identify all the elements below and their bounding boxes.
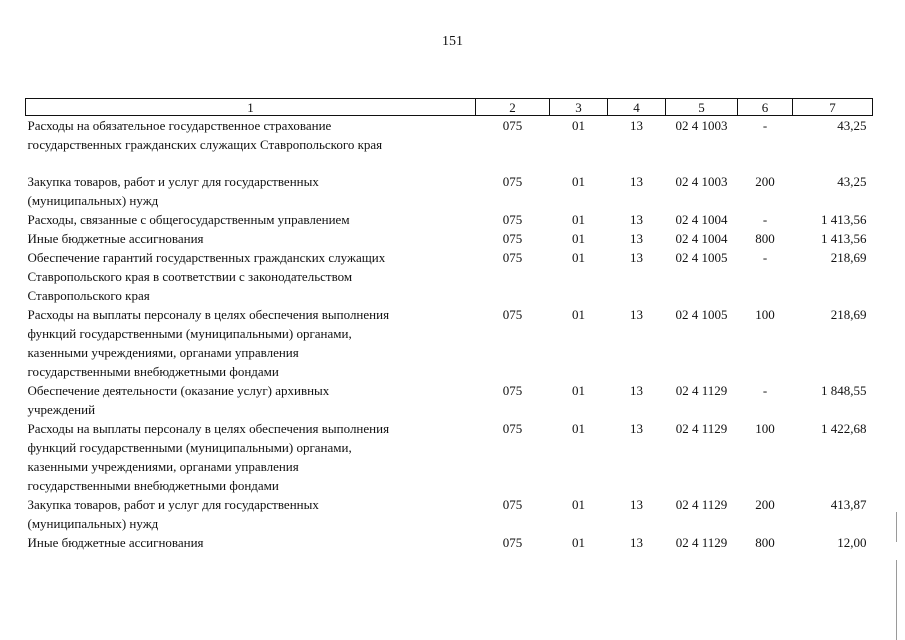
table-body — [26, 116, 873, 553]
target-article-code: 02 4 1129 — [675, 383, 728, 398]
amount-value: 1 413,56 — [821, 231, 867, 246]
row-description — [26, 495, 476, 533]
header-col-5: 5 — [666, 99, 738, 116]
row-description — [26, 172, 476, 210]
row-description — [26, 305, 476, 381]
subsection-code: 13 — [630, 383, 643, 398]
table-row — [26, 381, 873, 419]
section-code: 01 — [572, 535, 585, 550]
spacer-cell — [26, 154, 873, 172]
description-line: Расходы на обязательное государственное страхование — [27, 118, 332, 133]
description-line: Ставропольского края в соответствии с законодательством — [27, 269, 353, 284]
amount-value: 43,25 — [837, 174, 867, 189]
description-line: учреждений — [27, 402, 96, 417]
ministry-code: 075 — [502, 383, 523, 398]
target-article-code: 02 4 1003 — [675, 118, 728, 133]
table-row — [26, 210, 873, 229]
description-line: Обеспечение деятельности (оказание услуг) архивных — [27, 383, 330, 398]
expense-type-code: 200 — [755, 174, 775, 189]
description-line: Расходы на выплаты персоналу в целях обеспечения выполнения — [27, 421, 390, 436]
section-code: 01 — [572, 231, 585, 246]
description-line: государственных гражданских служащих Ставропольского края — [27, 137, 383, 152]
target-article-code: 02 4 1129 — [675, 535, 728, 550]
table-row — [26, 533, 873, 552]
ministry-code: 075 — [502, 231, 523, 246]
description-line: государственными внебюджетными фондами — [27, 478, 279, 493]
budget-table-container — [25, 98, 872, 552]
target-article-code: 02 4 1004 — [675, 212, 728, 227]
expense-type-code: 100 — [755, 307, 775, 322]
header-col-1: 1 — [26, 99, 476, 116]
description-line: (муниципальных) нужд — [27, 193, 159, 208]
section-code: 01 — [572, 174, 585, 189]
expense-type-code: 200 — [755, 497, 775, 512]
row-description — [26, 116, 476, 155]
amount-value: 413,87 — [830, 497, 867, 512]
ministry-code: 075 — [502, 174, 523, 189]
subsection-code: 13 — [630, 497, 643, 512]
ministry-code: 075 — [502, 212, 523, 227]
section-code: 01 — [572, 383, 585, 398]
subsection-code: 13 — [630, 212, 643, 227]
table-row — [26, 229, 873, 248]
ministry-code: 075 — [502, 307, 523, 322]
description-line: Расходы на выплаты персоналу в целях обеспечения выполнения — [27, 307, 390, 322]
page-number: 151 — [442, 34, 463, 49]
header-col-6: 6 — [738, 99, 793, 116]
description-line: Ставропольского края — [27, 288, 150, 303]
scan-margin-line — [896, 512, 897, 542]
description-line: Закупка товаров, работ и услуг для государственных — [27, 174, 319, 189]
expense-type-code: 800 — [755, 231, 775, 246]
subsection-code: 13 — [630, 250, 643, 265]
section-code: 01 — [572, 212, 585, 227]
header-col-4: 4 — [608, 99, 666, 116]
spacer-row — [26, 154, 873, 172]
description-line: государственными внебюджетными фондами — [27, 364, 279, 379]
row-description — [26, 210, 476, 229]
expense-type-code: - — [762, 250, 768, 265]
expense-type-code: 100 — [755, 421, 775, 436]
ministry-code: 075 — [502, 421, 523, 436]
section-code: 01 — [572, 250, 585, 265]
subsection-code: 13 — [630, 118, 643, 133]
row-description — [26, 533, 476, 552]
table-row — [26, 305, 873, 381]
expense-type-code: 800 — [755, 535, 775, 550]
amount-value: 1 422,68 — [821, 421, 867, 436]
budget-table — [25, 98, 873, 552]
description-line: казенными учреждениями, органами управления — [27, 345, 299, 360]
amount-value: 1 413,56 — [821, 212, 867, 227]
expense-type-code: - — [762, 212, 768, 227]
target-article-code: 02 4 1005 — [675, 250, 728, 265]
table-row — [26, 495, 873, 533]
ministry-code: 075 — [502, 497, 523, 512]
target-article-code: 02 4 1129 — [675, 421, 728, 436]
description-line: Закупка товаров, работ и услуг для государственных — [27, 497, 319, 512]
amount-value: 43,25 — [837, 118, 867, 133]
scan-margin-line — [896, 560, 897, 640]
header-row — [26, 99, 873, 116]
header-col-3: 3 — [550, 99, 608, 116]
description-line: функций государственными (муниципальными) органами, — [27, 440, 352, 455]
section-code: 01 — [572, 118, 585, 133]
table-row — [26, 419, 873, 495]
header-col-7: 7 — [793, 99, 873, 116]
row-description — [26, 419, 476, 495]
description-line: Иные бюджетные ассигнования — [27, 231, 204, 246]
table-row — [26, 248, 873, 305]
table-row — [26, 116, 873, 155]
subsection-code: 13 — [630, 174, 643, 189]
subsection-code: 13 — [630, 307, 643, 322]
section-code: 01 — [572, 421, 585, 436]
ministry-code: 075 — [502, 535, 523, 550]
row-description — [26, 381, 476, 419]
target-article-code: 02 4 1005 — [675, 307, 728, 322]
header-col-2: 2 — [476, 99, 550, 116]
amount-value: 218,69 — [830, 307, 867, 322]
section-code: 01 — [572, 497, 585, 512]
subsection-code: 13 — [630, 535, 643, 550]
description-line: (муниципальных) нужд — [27, 516, 159, 531]
description-line: функций государственными (муниципальными) органами, — [27, 326, 352, 341]
ministry-code: 075 — [502, 118, 523, 133]
table-header — [26, 99, 873, 116]
row-description — [26, 229, 476, 248]
subsection-code: 13 — [630, 421, 643, 436]
table-row — [26, 172, 873, 210]
amount-value: 12,00 — [837, 535, 867, 550]
amount-value: 1 848,55 — [821, 383, 867, 398]
description-line: Обеспечение гарантий государственных гражданских служащих — [27, 250, 386, 265]
row-description — [26, 248, 476, 305]
expense-type-code: - — [762, 383, 768, 398]
description-line: Расходы, связанные с общегосударственным управлением — [27, 212, 350, 227]
target-article-code: 02 4 1004 — [675, 231, 728, 246]
description-line: казенными учреждениями, органами управления — [27, 459, 299, 474]
target-article-code: 02 4 1129 — [675, 497, 728, 512]
amount-value: 218,69 — [830, 250, 867, 265]
section-code: 01 — [572, 307, 585, 322]
description-line: Иные бюджетные ассигнования — [27, 535, 204, 550]
expense-type-code: - — [762, 118, 768, 133]
subsection-code: 13 — [630, 231, 643, 246]
ministry-code: 075 — [502, 250, 523, 265]
target-article-code: 02 4 1003 — [675, 174, 728, 189]
